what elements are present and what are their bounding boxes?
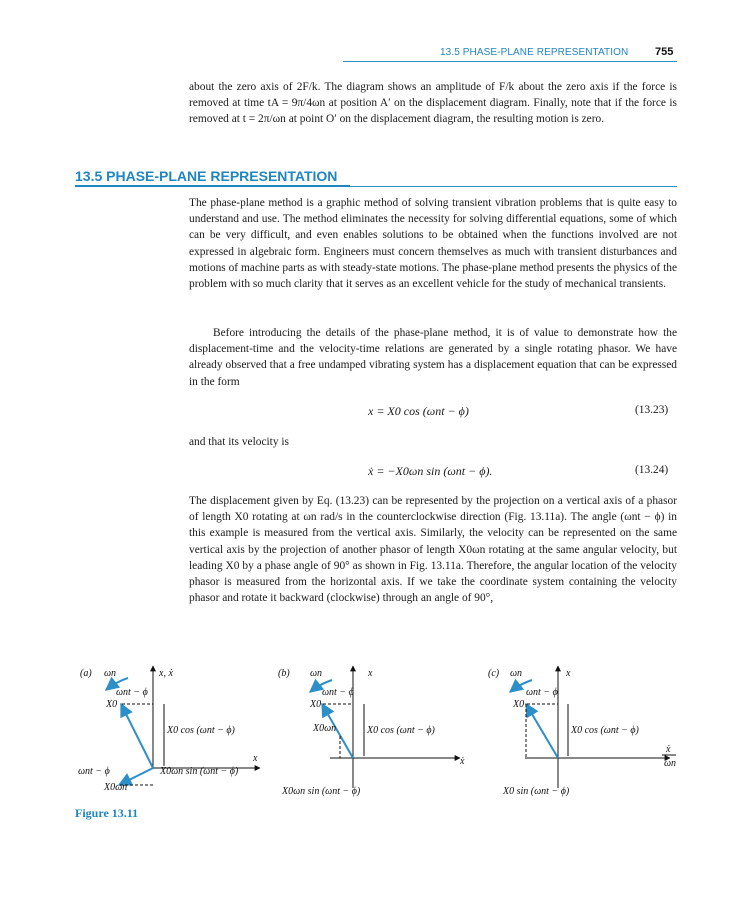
panel-a-angle-2: ωnt − ϕ xyxy=(78,766,110,777)
panel-c-label: (c) xyxy=(488,668,500,679)
paragraph-1: The phase-plane method is a graphic method of solving transient vibration problems that is quite easy to understand and use. The method eliminates the necessity for solving differential equations, some of which can be very difficult, and even enables solutions to be obtained when the functions involved are not expressed in algebraic form. Engineers must concern themselves as much with transient disturbances and motions of machine parts as with steady-state motions. The phase-plane method presents the physics of the problem with so much clarity that it serves as an excellent vehicle for the study of mechanical transients. xyxy=(189,197,677,291)
panel-b-label: (b) xyxy=(278,668,290,679)
panel-b-proj: X0 cos (ωnt − ϕ) xyxy=(367,725,435,736)
panel-a xyxy=(78,666,260,793)
panel-a-proj: X0 cos (ωnt − ϕ) xyxy=(167,725,235,736)
panel-a-phasor-x0 xyxy=(121,704,153,768)
section-rule-accent xyxy=(75,185,350,187)
panel-b-angle: ωnt − ϕ xyxy=(322,687,354,698)
equation-number-13-23: (13.23) xyxy=(635,404,669,416)
panel-a-angle: ωnt − ϕ xyxy=(116,687,148,698)
panel-b-axis-h: ẋ xyxy=(460,756,465,767)
panel-a-label: (a) xyxy=(80,668,92,679)
panel-a-axis-v: x, ẋ xyxy=(159,668,173,679)
paragraph-4: The displacement given by Eq. (13.23) can be represented by the projection on a vertical axis of a phasor of length X0 rotating at ωn rad/s in the counterclockwise direction (Fig. 13.11a). The angle (ωnt − ϕ) in this example is measured from the vertical axis. Similarly, the velocity can be represented on the same vertical axis by the projection of another phasor of length X0ωn rotating at the same angular velocity, but leading X0 by a phase angle of 90° as shown in Fig. 13.11a. Therefore, the angular location of the velocity phasor is measured from the horizontal axis. If we take the coordinate system containing the velocity phasor and rotate it backward (clockwise) through an angle of 90°, xyxy=(189,495,677,605)
panel-c-angle: ωnt − ϕ xyxy=(526,687,558,698)
panel-c-phasor-x0 xyxy=(526,704,558,758)
panel-c-omega: ωn xyxy=(510,668,523,679)
intro-paragraph: about the zero axis of 2F/k. The diagram shows an amplitude of F/k about the zero axis if the force is removed at time tA = 9π/4ωn at position A′ on the displacement diagram. Finally, note that if the force is removed at t = 2π/ωn at point O′ on the displacement diagram, the resulting motion is zero. xyxy=(189,81,677,126)
panel-c-phasor-label: X0 xyxy=(513,699,525,710)
panel-b-axis-v: x xyxy=(368,668,373,679)
panel-c xyxy=(488,666,676,797)
header-rule xyxy=(343,61,677,62)
paragraph-3: and that its velocity is xyxy=(189,436,289,448)
panel-c-proj: X0 cos (ωnt − ϕ) xyxy=(571,725,639,736)
panel-b-phasor2-label: X0ωn xyxy=(313,723,337,734)
panel-c-axis-h-bot: ωn xyxy=(664,758,677,769)
equation-13-23: x = X0 cos (ωnt − ϕ) xyxy=(368,404,469,418)
panel-b-proj-2: X0ωn sin (ωnt − ϕ) xyxy=(282,786,361,797)
section-title: 13.5 PHASE-PLANE REPRESENTATION xyxy=(75,168,338,184)
panel-a-phasor2-label: X0ωn xyxy=(104,782,128,793)
page-number: 755 xyxy=(655,46,674,58)
panel-a-phasor-label: X0 xyxy=(106,699,118,710)
panel-a-omega: ωn xyxy=(104,668,117,679)
equation-13-24: ẋ = −X0ωn sin (ωnt − ϕ). xyxy=(368,464,493,478)
panel-b xyxy=(278,666,465,797)
equation-number-13-24: (13.24) xyxy=(635,464,669,476)
panel-c-axis-h-top: ẋ xyxy=(666,744,671,755)
paragraph-2: Before introducing the details of the phase-plane method, it is of value to demonstrate how the displacement-time and the velocity-time relations are generated by a single rotating phasor. We have already observed that a free undamped vibrating system has a displacement equation that can be expressed in the form xyxy=(189,327,677,388)
running-header-section: 13.5 PHASE-PLANE REPRESENTATION xyxy=(440,47,629,58)
panel-c-proj-2: X0 sin (ωnt − ϕ) xyxy=(503,786,570,797)
panel-b-omega: ωn xyxy=(310,668,323,679)
panel-c-axis-v: x xyxy=(566,668,571,679)
figure-13-11 xyxy=(70,658,690,806)
figure-caption: Figure 13.11 xyxy=(75,806,139,820)
panel-a-axis-h: x xyxy=(253,753,258,764)
panel-b-phasor-label: X0 xyxy=(310,699,322,710)
panel-a-proj-2: X0ωn sin (ωnt − ϕ) xyxy=(160,766,239,777)
